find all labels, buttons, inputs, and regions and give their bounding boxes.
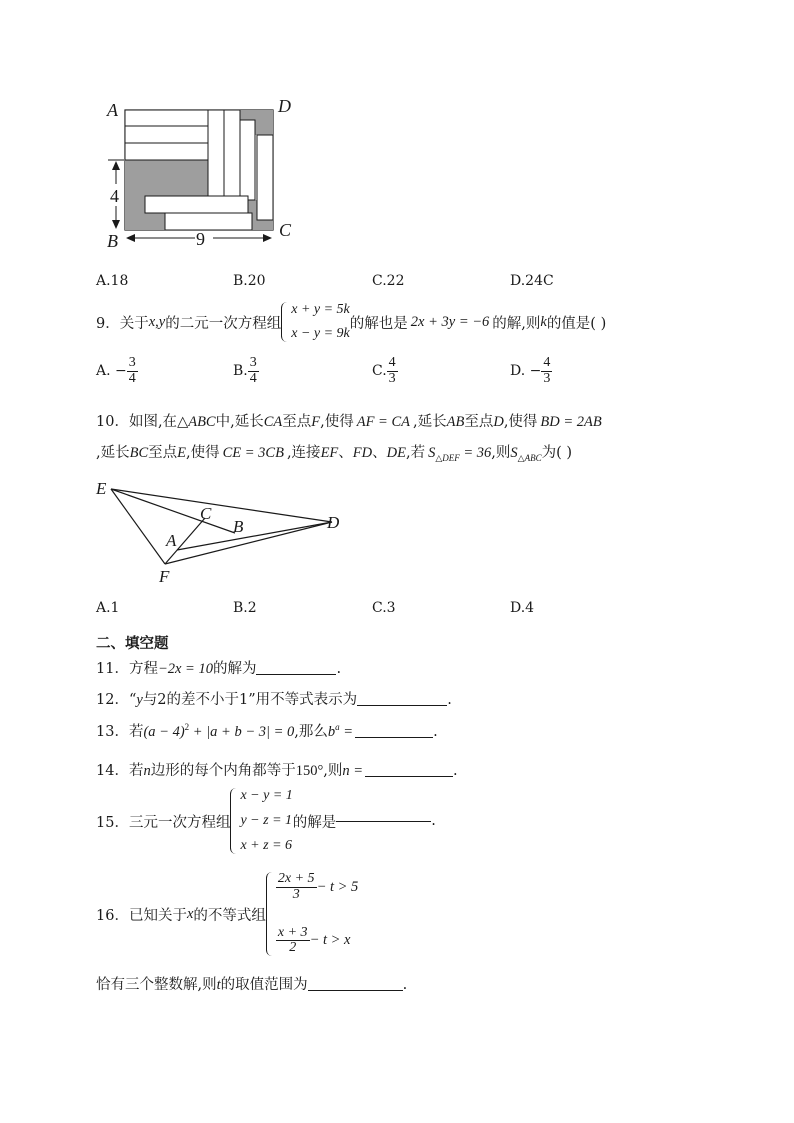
q10-point-e: E xyxy=(177,445,186,461)
q9-var-y: y xyxy=(158,313,166,330)
q14-equals: = xyxy=(349,763,364,779)
q13-pre: 13．若 xyxy=(96,724,144,740)
q9-option-c-num: 4 xyxy=(388,355,396,370)
fig-label-D: D xyxy=(327,513,340,532)
q9-option-c-den: 3 xyxy=(388,370,396,386)
triangle-figure xyxy=(94,476,354,588)
brace-icon xyxy=(230,788,237,854)
q11-answer-blank[interactable] xyxy=(256,674,336,675)
q10-option-d[interactable]: D.4 xyxy=(510,600,535,616)
q14-answer-blank[interactable] xyxy=(365,776,453,777)
q10-option-c[interactable]: C.3 xyxy=(372,600,396,616)
q16-mid: 的不等式组 xyxy=(193,907,266,924)
q11 xyxy=(96,657,341,678)
q15-eq3: x + z = 6 xyxy=(240,838,293,853)
bar-v3 xyxy=(240,120,255,200)
q12-pre: 12．“ xyxy=(96,692,137,708)
q16-var-t: t xyxy=(216,977,221,993)
q16-f2-den: 2 xyxy=(289,940,297,956)
q12-mid: 与2的差不小于1”用不等式表示为 xyxy=(142,692,358,708)
bar-v2 xyxy=(224,110,240,200)
dim-width-label: 9 xyxy=(196,229,205,249)
q10-text-c: 至点 xyxy=(282,414,312,430)
bar-h5 xyxy=(165,213,252,230)
q16-f1-den: 3 xyxy=(292,886,300,902)
q10-line1 xyxy=(96,410,602,431)
bar-v4 xyxy=(257,135,273,220)
q13-var-b-sup: a xyxy=(335,722,340,733)
q9-var-k: k xyxy=(540,313,547,330)
q10-l2-g: 为( ) xyxy=(541,445,573,461)
q13-end: . xyxy=(433,724,438,740)
q9-option-c[interactable] xyxy=(372,356,398,386)
q10-text-d: ,使得 xyxy=(320,414,354,430)
q9-number: 9． xyxy=(96,315,120,332)
q10-s1: S xyxy=(428,445,436,461)
q10-l2-d: ,连接 xyxy=(286,445,321,461)
q14-degree: 150° xyxy=(295,763,324,779)
q10-eq3: CE = 3CB xyxy=(222,445,284,461)
q8-option-d[interactable]: D.24C xyxy=(510,273,554,289)
q10-text-h: ,使得 xyxy=(503,414,538,430)
q10-triangle: △ABC xyxy=(177,414,216,430)
q10-sep2: 、 xyxy=(372,445,387,461)
fig-label-E: E xyxy=(96,479,107,498)
q13 xyxy=(96,720,438,741)
q10-sep1: 、 xyxy=(338,445,353,461)
q13-eq2: + |a + b − 3| = 0 xyxy=(189,724,295,740)
q8-option-b[interactable]: B.20 xyxy=(233,273,266,289)
q14-post: ,则 xyxy=(323,763,343,779)
q10-l2-b: 至点 xyxy=(148,445,178,461)
q10-seg-ab: AB xyxy=(446,414,465,430)
q10-seg-bc: BC xyxy=(129,445,149,461)
q10-s1-val: = 36 xyxy=(459,445,492,461)
q9-equation-system xyxy=(281,302,350,342)
brace-icon xyxy=(281,302,288,342)
q14-var-n2: n xyxy=(342,763,350,779)
q9-var-sep: , xyxy=(155,313,159,330)
q9-var-x: x xyxy=(148,313,156,330)
q12-var-y: y xyxy=(136,692,143,708)
q10-text-a: 10．如图,在 xyxy=(96,414,178,430)
q14-pre: 14．若 xyxy=(96,763,144,779)
q9-option-a-prefix: A. − xyxy=(96,363,127,380)
q10-s2: S xyxy=(510,445,518,461)
q16-f2-num: x + 3 xyxy=(277,924,308,940)
q10-eq1: AF = CA xyxy=(356,414,410,430)
q11-end: . xyxy=(336,661,342,677)
label-A: A xyxy=(107,100,118,120)
q16-var-x: x xyxy=(186,905,194,922)
q10-option-a[interactable]: A.1 xyxy=(96,600,120,616)
q9-text-mid: 的二元一次方程组 xyxy=(165,315,282,332)
q13-equals: = xyxy=(339,724,354,740)
q15-equation-system xyxy=(230,788,292,854)
q14-var-n: n xyxy=(143,763,151,779)
q13-sup: 2 xyxy=(184,722,190,733)
q13-mid: ,那么 xyxy=(294,724,328,740)
q10-option-b[interactable]: B.2 xyxy=(233,600,257,616)
q9-option-d-prefix: D. − xyxy=(510,363,542,380)
q14 xyxy=(96,759,458,780)
q12-end: . xyxy=(447,692,452,708)
q9-text-mid3: 的解,则 xyxy=(492,315,541,332)
dim-height-label: 4 xyxy=(110,186,119,206)
q15-pre: 15．三元一次方程组 xyxy=(96,814,231,831)
bar-h2 xyxy=(125,126,208,143)
q16-answer-blank[interactable] xyxy=(308,990,403,991)
q10-s1-sub: △DEF xyxy=(435,452,460,463)
q9-stem xyxy=(96,302,606,342)
q16-line2 xyxy=(96,973,407,994)
q16-f1-rest: − t > 5 xyxy=(316,878,359,895)
q9-eq3: 2x + 3y = −6 xyxy=(410,313,490,330)
q15 xyxy=(96,788,436,854)
q9-option-b[interactable] xyxy=(233,356,259,386)
q8-option-a[interactable]: A.18 xyxy=(96,273,129,289)
fig-label-A: A xyxy=(166,531,177,550)
bar-v1 xyxy=(208,110,224,200)
q15-end: . xyxy=(431,813,436,829)
section-fill-in-heading: 二、填空题 xyxy=(96,636,169,652)
brace-icon xyxy=(266,872,273,956)
q10-text-g: 至点 xyxy=(464,414,494,430)
q10-seg-ca: CA xyxy=(263,414,283,430)
q9-option-d[interactable] xyxy=(510,356,552,386)
q16-inequality-system xyxy=(266,872,358,956)
q10-l2-f: ,则 xyxy=(491,445,511,461)
q9-option-b-den: 4 xyxy=(249,370,257,386)
q11-pre: 11．方程 xyxy=(96,661,158,677)
q10-text-b: 中,延长 xyxy=(215,414,264,430)
q13-eq: (a − 4) xyxy=(143,724,185,740)
q15-post: 的解是 xyxy=(292,814,337,831)
q9-option-d-den: 3 xyxy=(543,370,551,386)
bar-h4 xyxy=(145,196,248,213)
q10-seg-fd: FD xyxy=(352,445,373,461)
q16-l2-pre: 恰有三个整数解,则 xyxy=(96,977,217,993)
q9-text-mid2: 的解也是 xyxy=(349,315,408,332)
q16-f1-num: 2x + 5 xyxy=(277,871,315,886)
q10-eq2: BD = 2AB xyxy=(540,414,602,430)
q12-answer-blank[interactable] xyxy=(357,705,447,706)
q9-eq2: x − y = 9k xyxy=(291,326,350,341)
fig-label-C: C xyxy=(200,504,212,523)
q8-option-c[interactable]: C.22 xyxy=(372,273,405,289)
q15-answer-blank[interactable] xyxy=(336,821,431,822)
q10-point-d: D xyxy=(493,414,504,430)
fig-label-B: B xyxy=(233,517,244,536)
q13-answer-blank[interactable] xyxy=(355,737,433,738)
q10-text-e: ,延长 xyxy=(413,414,447,430)
q9-option-a[interactable] xyxy=(96,356,138,386)
bar-h1 xyxy=(125,110,208,126)
q10-line2 xyxy=(96,441,572,464)
q16-f2-rest: − t > x xyxy=(309,932,351,949)
q10-seg-de: DE xyxy=(386,445,406,461)
q10-l2-e: ,若 xyxy=(405,445,426,461)
q9-text-post: 的值是( ) xyxy=(546,315,607,332)
q15-eq1: x − y = 1 xyxy=(240,788,293,803)
q16-end: . xyxy=(402,977,408,993)
q10-s2-sub: △ABC xyxy=(517,452,542,463)
bar-h3 xyxy=(125,143,208,160)
q14-end: . xyxy=(453,763,458,779)
rectangle-figure xyxy=(100,92,310,252)
label-D: D xyxy=(278,96,291,116)
q9-eq1: x + y = 5k xyxy=(291,302,350,317)
q9-text-pre: 关于 xyxy=(119,315,149,332)
q9-option-a-den: 4 xyxy=(128,370,136,386)
q10-l2-c: ,使得 xyxy=(186,445,220,461)
q10-seg-ef: EF xyxy=(320,445,339,461)
q11-eq: −2x = 10 xyxy=(157,661,213,677)
q9-option-b-prefix: B. xyxy=(233,363,248,380)
q10-point-f: F xyxy=(311,414,321,430)
q16 xyxy=(96,872,358,956)
q9-option-d-num: 4 xyxy=(543,355,551,370)
label-B: B xyxy=(107,231,118,251)
fig-label-F: F xyxy=(159,567,170,586)
q13-var-b: b xyxy=(327,724,336,740)
q16-pre: 16．已知关于 xyxy=(96,907,187,924)
label-C: C xyxy=(279,220,292,240)
q15-eq2: y − z = 1 xyxy=(240,813,293,828)
q14-mid: 边形的每个内角都等于 xyxy=(150,763,296,779)
q9-option-b-num: 3 xyxy=(249,355,257,370)
q9-option-a-num: 3 xyxy=(128,355,136,370)
q16-l2-post: 的取值范围为 xyxy=(220,977,308,993)
q11-post: 的解为 xyxy=(212,661,257,677)
q12 xyxy=(96,688,452,709)
q9-option-c-prefix: C. xyxy=(372,363,387,380)
q10-l2-a: ,延长 xyxy=(96,445,130,461)
